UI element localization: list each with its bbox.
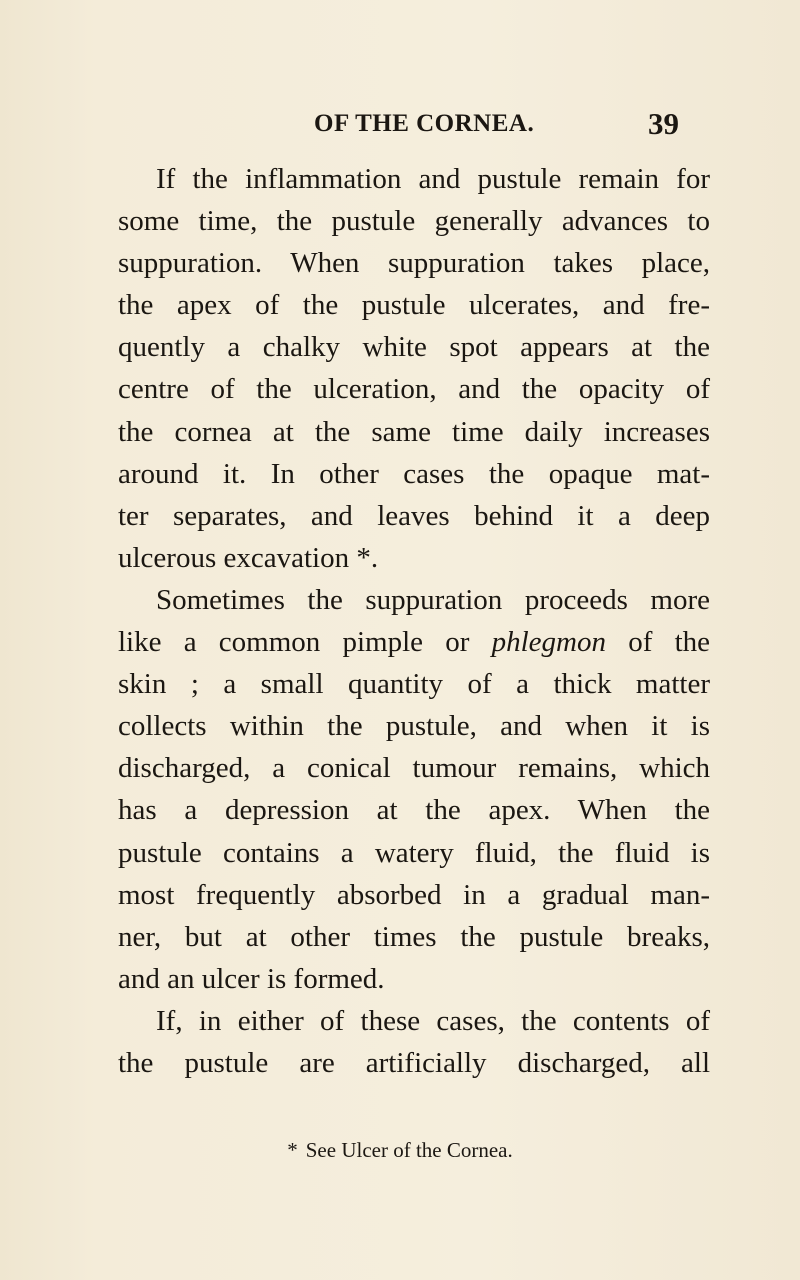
- text-line: ter separates, and leaves behind it a deep: [118, 499, 710, 532]
- text-line: some time, the pustule generally advances to: [118, 205, 710, 238]
- running-head: OF THE CORNEA.: [314, 110, 535, 137]
- text-line: If the inflammation and pustule remain for: [156, 163, 710, 195]
- footnote: [0, 1138, 800, 1163]
- text-line: and an ulcer is formed.: [118, 962, 385, 995]
- italic-term: phlegmon: [491, 626, 606, 659]
- text-line: quently a chalky white spot appears at the: [118, 331, 710, 364]
- text-line: ner, but at other times the pustule breaks,: [118, 920, 710, 953]
- text-line: most frequently absorbed in a gradual man-: [118, 878, 710, 911]
- text-segment: like a common pimple or: [118, 626, 492, 659]
- text-line: centre of the ulceration, and the opacity of: [118, 373, 710, 406]
- text-line: skin ; a small quantity of a thick matter: [118, 668, 710, 701]
- text-line: pustule contains a watery fluid, the fluid is: [118, 836, 710, 869]
- text-line: suppuration. When suppuration takes place,: [118, 247, 710, 280]
- text-line-with-italic: [118, 621, 710, 663]
- text-line: collects within the pustule, and when it is: [118, 710, 710, 743]
- text-segment: of the: [605, 626, 710, 659]
- body-text: [118, 158, 710, 1084]
- text-line: the pustule are artificially discharged, all: [118, 1046, 710, 1079]
- text-line: the cornea at the same time daily increases: [118, 415, 710, 448]
- text-line: If, in either of these cases, the contents of: [156, 1004, 710, 1037]
- page-header: [0, 106, 800, 146]
- text-line: has a depression at the apex. When the: [118, 794, 710, 827]
- footnote-text: See Ulcer of the Cornea.: [305, 1138, 513, 1162]
- footnote-marker: *: [287, 1138, 298, 1162]
- text-line: around it. In other cases the opaque mat-: [118, 457, 710, 490]
- text-line: ulcerous excavation *.: [118, 541, 379, 574]
- text-line: the apex of the pustule ulcerates, and fre-: [118, 289, 710, 322]
- page-number: 39: [648, 106, 679, 141]
- text-line: discharged, a conical tumour remains, which: [118, 752, 710, 785]
- text-line: Sometimes the suppuration proceeds more: [156, 583, 710, 616]
